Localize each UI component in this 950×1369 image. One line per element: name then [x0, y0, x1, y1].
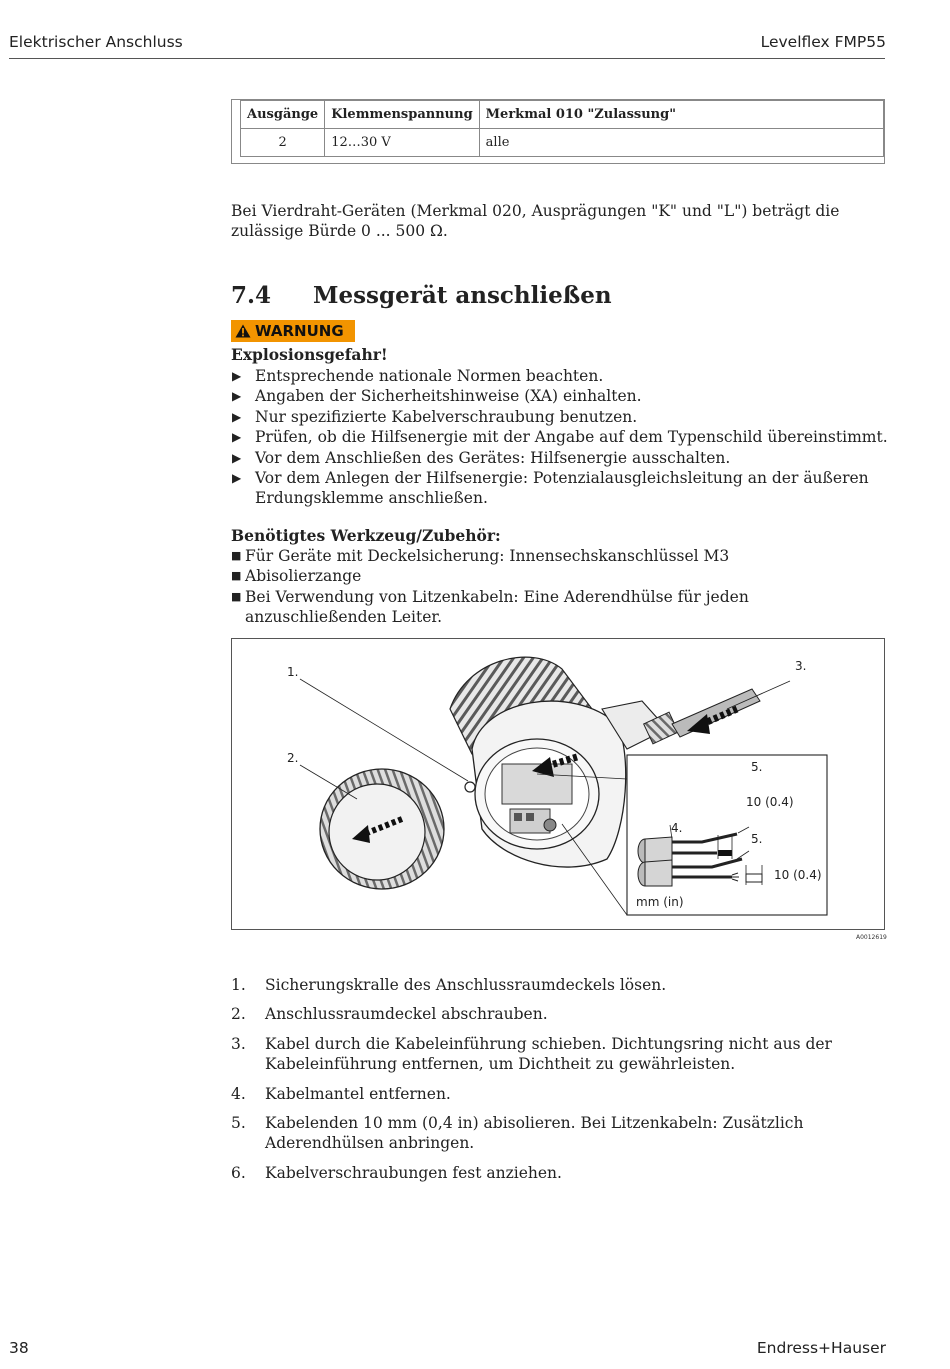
triangle-bullet-icon: ▶: [232, 369, 242, 383]
running-header-right: Levelflex FMP55: [760, 33, 886, 51]
dimension-label-1: 10 (0.4): [746, 795, 794, 809]
step-number: 3.: [231, 1034, 246, 1053]
list-item-text: Für Geräte mit Deckelsicherung: Innensechskanschlüssel M3: [245, 547, 730, 565]
table-header-cell: Klemmenspannung: [325, 101, 479, 129]
section-number: 7.4: [231, 282, 272, 309]
triangle-bullet-icon: ▶: [232, 450, 242, 465]
header-rule: [9, 58, 885, 59]
list-item: [231, 427, 891, 447]
step-number: 2.: [231, 1005, 246, 1024]
warning-badge-label: WARNUNG: [255, 322, 344, 340]
step-number: 1.: [231, 976, 246, 994]
section-title: [231, 282, 612, 309]
section-title-text: Messgerät anschließen: [313, 282, 612, 309]
tools-heading: Benötigtes Werkzeug/Zubehör:: [231, 526, 501, 545]
square-bullet-icon: ■: [231, 569, 242, 583]
table-cell: 12…30 V: [325, 129, 479, 157]
warning-badge: [231, 320, 355, 342]
callout-5-bottom: 5.: [751, 832, 763, 846]
connection-figure: [231, 638, 885, 930]
burden-paragraph: Bei Vierdraht-Geräten (Merkmal 020, Ausprägungen "K" und "L") beträgt die zulässige Bürde 0 ... 500 Ω.: [231, 202, 840, 240]
table-row: [241, 129, 884, 157]
table-cell: 2: [241, 129, 325, 157]
callout-1: 1.: [287, 665, 299, 679]
step-text: Kabel durch die Kabeleinführung schieben. Dichtungsring nicht aus der Kabeleinführung entfernen, um Dichtheit zu gewährleisten.: [265, 1034, 832, 1074]
callout-3: 3.: [795, 659, 807, 673]
list-item: [231, 587, 891, 628]
list-item-text: Entsprechende nationale Normen beachten.: [255, 367, 604, 385]
warning-heading: Explosionsgefahr!: [231, 345, 388, 364]
list-item: [231, 1163, 887, 1183]
table-cell: alle: [479, 129, 883, 157]
list-item: [231, 448, 891, 468]
list-item: [231, 566, 891, 586]
list-item: [231, 386, 891, 406]
list-item: [231, 407, 891, 427]
step-text: Anschlussraumdeckel abschrauben.: [265, 1005, 548, 1024]
list-item: [231, 1004, 887, 1024]
page-number: 38: [9, 1339, 29, 1357]
step-text: Kabelmantel entfernen.: [265, 1084, 451, 1103]
list-item-text: Bei Verwendung von Litzenkabeln: Eine Aderendhülse für jeden anzuschließenden Leiter.: [245, 587, 749, 627]
callout-5-top: 5.: [751, 760, 763, 774]
warning-triangle-icon: [235, 324, 251, 338]
step-text: Kabelenden 10 mm (0,4 in) abisolieren. Bei Litzenkabeln: Zusätzlich Aderendhülsen anbringen.: [265, 1114, 804, 1153]
step-text: Sicherungskralle des Anschlussraumdeckels lösen.: [265, 976, 667, 994]
device-illustration: [232, 639, 884, 929]
list-item-text: Nur spezifizierte Kabelverschraubung benutzen.: [255, 407, 638, 426]
triangle-bullet-icon: ▶: [232, 430, 242, 445]
table-header-cell: Ausgänge: [241, 101, 325, 129]
step-number: 5.: [231, 1114, 246, 1133]
triangle-bullet-icon: ▶: [232, 389, 242, 404]
callout-2: 2.: [287, 751, 299, 765]
warning-list: [231, 366, 891, 509]
list-item-text: Prüfen, ob die Hilfsenergie mit der Angabe auf dem Typenschild übereinstimmt.: [255, 428, 888, 447]
square-bullet-icon: ■: [231, 589, 242, 603]
list-item: [231, 1084, 887, 1104]
list-item-text: Abisolierzange: [245, 567, 362, 586]
list-item: [231, 1113, 887, 1154]
triangle-bullet-icon: ▶: [232, 471, 242, 486]
list-item-text: Vor dem Anlegen der Hilfsenergie: Potenzialausgleichsleitung an der äußeren Erdungsklemme anschließen.: [255, 469, 869, 508]
table-header-cell: Merkmal 010 "Zulassung": [479, 101, 883, 129]
step-number: 4.: [231, 1084, 246, 1103]
unit-label: mm (in): [636, 895, 684, 909]
list-item: [231, 366, 891, 386]
dimension-label-2: 10 (0.4): [774, 868, 822, 882]
step-text: Kabelverschraubungen fest anziehen.: [265, 1163, 562, 1182]
running-header-left: Elektrischer Anschluss: [9, 33, 183, 51]
footer-brand: Endress+Hauser: [756, 1339, 886, 1357]
callout-4: 4.: [671, 821, 683, 835]
list-item: [231, 975, 887, 995]
square-bullet-icon: ■: [231, 549, 242, 562]
list-item: [231, 546, 891, 566]
list-item-text: Angaben der Sicherheitshinweise (XA) einhalten.: [255, 387, 642, 406]
list-item: [231, 468, 891, 509]
list-item: [231, 1034, 887, 1075]
figure-id: A0012619: [856, 934, 887, 941]
steps-list: [231, 975, 887, 1192]
table-header-row: [241, 101, 884, 129]
spec-table: [231, 99, 885, 164]
step-number: 6.: [231, 1163, 246, 1182]
list-item-text: Vor dem Anschließen des Gerätes: Hilfsenergie ausschalten.: [255, 448, 731, 467]
triangle-bullet-icon: ▶: [232, 409, 242, 424]
tools-list: [231, 546, 891, 628]
